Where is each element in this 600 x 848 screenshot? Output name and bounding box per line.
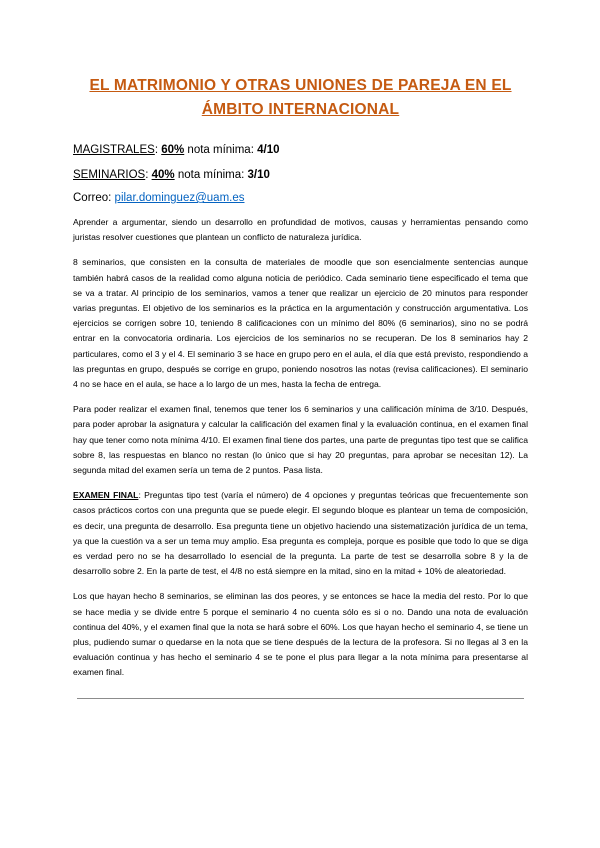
magistrales-line	[73, 144, 528, 156]
seminarios-grade: 3/10	[247, 169, 270, 181]
correo-label: Correo:	[73, 192, 115, 204]
magistrales-percent: 60%	[161, 144, 185, 156]
seminarios-label: SEMINARIOS	[73, 169, 146, 181]
examen-final-heading: EXAMEN FINAL	[73, 490, 139, 501]
paragraph-evaluacion: Los que hayan hecho 8 seminarios, se eliminan las dos peores, y se entonces se hace la media del resto. Por lo que se hace media y se divide entre 5 porque el seminario 4 no cuenta sólo es si o no. Dando una nota de evaluación continua del 40%, y el examen final que la nota se hará sobre el 60%. Los que hayan hecho el seminario 4, se tiene un plus, pudiendo sumar o quedarse en la nota que se tiene después de la lectura de la profesora. Si no llegas al 3 en la evaluación continua y has hecho el seminario 4 se te pone el plus para llegar a la nota mínima para presentarse al examen final.	[73, 591, 528, 678]
paragraph-intro: Aprender a argumentar, siendo un desarrollo en profundidad de motivos, causas y herramientas pensando como juristas resolver cuestiones que plantean un conflicto de naturaleza jurídica.	[73, 217, 528, 243]
paragraph-examen-requisitos: Para poder realizar el examen final, tenemos que tener los 6 seminarios y una calificación mínima de 3/10. Después, para poder aprobar la asignatura y calcular la calificación del examen final y la evaluación continua, en el examen final hay que tener como nota mínima 4/10. El examen final tiene dos partes, una parte de preguntas tipo test que se califica sobre 8, las respuestas en blanco no restan (lo único que si hay 20 preguntas, para aprobar se necesitan 12). La segunda mitad del examen sería un tema de 2 puntos. Pasa lista.	[73, 404, 528, 476]
examen-final-body: : Preguntas tipo test (varía el número) de 4 opciones y preguntas teóricas que frecuentemente son casos prácticos cortos con una pregunta que se puede elegir. El segundo bloque es plantear un tema de composición, es decir, una pregunta de desarrollo. Esa pregunta tiene un objetivo haciendo una sistematización jurídica de un tema, ya que la cuestión va a ser un tema muy amplio. Esa pregunta es compleja, porque es posible que todo lo que se diga es verdad pero no se ha desarrollado lo esencial de la pregunta. La parte de test se desarrolla sobre 8 y la de desarrollo sobre 2. En la parte de test, el 4/8 no está siempre en la mitad, sino en la mitad + 10% de aleatoriedad.	[73, 490, 529, 577]
magistrales-grade: 4/10	[257, 144, 280, 156]
magistrales-text: nota mínima:	[184, 144, 258, 156]
seminarios-sep: :	[145, 169, 152, 181]
paragraph-seminarios: 8 seminarios, que consisten en la consulta de materiales de moodle que son esencialmente sentencias aunque también habrá casos de la realidad como alguna noticia de periódico. Cada seminario tiene especificado el tema que se va a tratar. Al principio de los seminarios, vamos a tener que realizar un ejercicio de 20 minutos para responder varias preguntas. El objetivo de los seminarios es la práctica en la argumentación y construcción argumentativa. Los ejercicios se corrigen sobre 10, teniendo 8 calificaciones con un mínimo del 80% (6 seminarios), sino no se podrá entrar en la convocatoria ordinaria. Los ejercicios de los seminarios no se recuperan. De los 8 seminarios hay 2 particulares, como el 3 y el 4. El seminario 3 se hace en grupo pero en el aula, el día que está previsto, respondiendo a las preguntas en grupo, después se corrige en grupo, poniendo nosotros las notas (revisa calificaciones). El seminario 4 no se hace en el aula, se hace a lo largo de un mes, hasta la fecha de entrega.	[73, 257, 528, 390]
seminarios-line	[73, 169, 528, 181]
seminarios-text: nota mínima:	[174, 169, 248, 181]
horizontal-divider	[77, 698, 524, 699]
magistrales-sep: :	[154, 144, 162, 156]
email-link[interactable]: pilar.dominguez@uam.es	[114, 192, 245, 204]
paragraph-examen-final	[73, 488, 528, 579]
seminarios-percent: 40%	[151, 169, 175, 181]
magistrales-label: MAGISTRALES	[73, 144, 155, 156]
document-title: EL MATRIMONIO Y OTRAS UNIONES DE PAREJA EN EL ÁMBITO INTERNACIONAL	[89, 77, 512, 118]
correo-line	[73, 192, 528, 204]
document-page	[73, 74, 528, 699]
